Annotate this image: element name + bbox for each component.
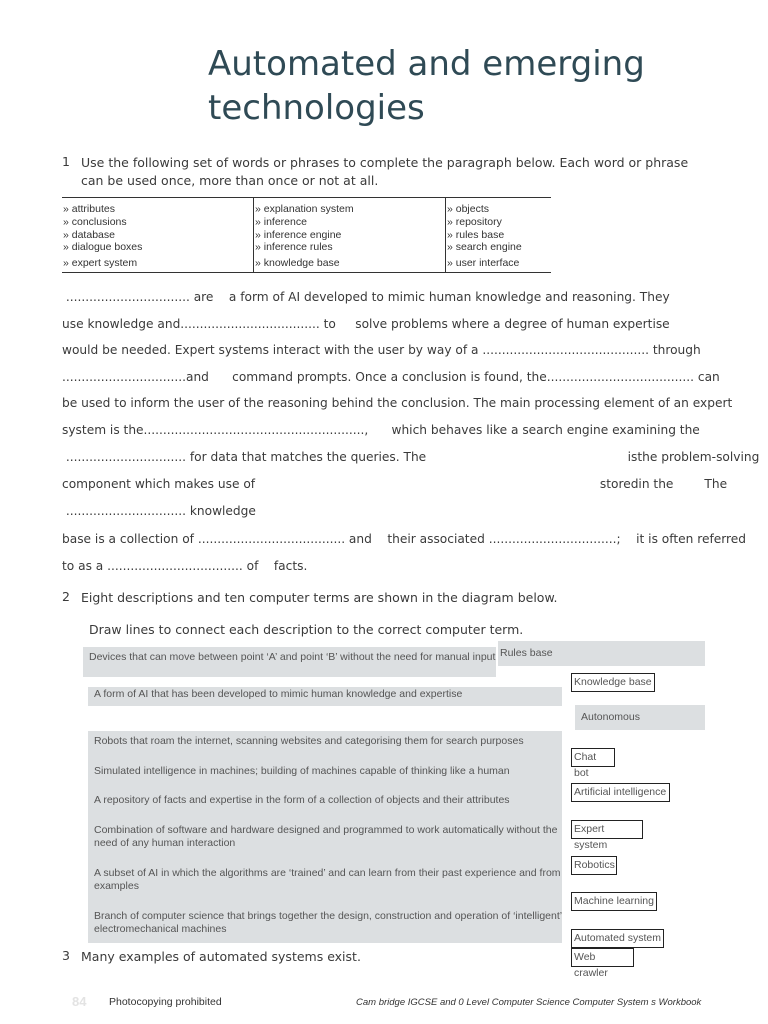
term-web-crawler: Web crawler (571, 948, 634, 967)
term-autonomous: Autonomous (575, 705, 705, 730)
question-3-number: 3 (62, 948, 70, 963)
description-text: Combination of software and hardware designed and programmed to work automatically without the need of any human interaction (94, 824, 558, 849)
page-title: Automated and emerging technologies (208, 44, 645, 128)
paragraph-line: be used to inform the user of the reasoning behind the conclusion. The main processing element of an expert (62, 396, 733, 410)
paragraph-line: use knowledge and.................................... to solve problems where a degree of human expertise (62, 317, 670, 331)
paragraph-line: to as a ................................... of facts. (62, 559, 308, 573)
paragraph-line: ................................and command prompts. Once a conclusion is found, the...................................... can (62, 370, 720, 384)
footer-notice: Photocopying prohibited (109, 996, 222, 1008)
term-knowledge-base: Knowledge base (571, 673, 655, 692)
paragraph-line: ............................... for data that matches the queries. The isthe problem-solving (62, 450, 760, 464)
description-text: A repository of facts and expertise in the form of a collection of objects and their attributes (94, 794, 510, 806)
paragraph-line: component which makes use of storedin the The (62, 477, 728, 491)
question-2-number: 2 (62, 589, 70, 604)
question-1-text: Use the following set of words or phrases to complete the paragraph below. Each word or phrase can be used once, more than once or not at all. (81, 155, 689, 188)
paragraph-line: would be needed. Expert systems interact with the user by way of a ........................................... through (62, 343, 701, 357)
paragraph-line: ................................ are a form of AI developed to mimic human knowledge and reasoning. They (62, 290, 670, 304)
word-bank-cell: » objects » repository » rules base » search engine » user interface (447, 203, 522, 270)
paragraph-line: base is a collection of ...................................... and their associated .................................; it is often referred (62, 532, 747, 546)
description-text: Simulated intelligence in machines; building of machines capable of thinking like a human (94, 765, 510, 777)
word-bank-cell: » attributes » conclusions » database » dialogue boxes » expert system (62, 198, 254, 273)
description-text: Branch of computer science that brings together the design, construction and operation of ‘intelligent’ electromechanical machines (94, 910, 562, 935)
term-expert-system: Expert system (571, 820, 643, 839)
description-box: A form of AI that has been developed to mimic human knowledge and expertise (88, 687, 562, 706)
word-bank-table (62, 197, 551, 273)
question-2-text: Eight descriptions and ten computer terms are shown in the diagram below. (81, 590, 558, 605)
term-robotics: Robotics (571, 856, 617, 875)
term-automated-system: Automated system (571, 929, 664, 948)
paragraph-line: ............................... knowledge (62, 504, 256, 518)
description-text: A subset of AI in which the algorithms are ‘trained’ and can learn from their past experience and from examples (94, 867, 561, 892)
term-machine-learning: Machine learning (571, 892, 657, 911)
word-bank-row (62, 198, 551, 273)
paragraph-line: system is the........................................................., which behaves like a search engine examining the (62, 423, 700, 437)
page-number: 84 (72, 994, 87, 1009)
term-artificial-intelligence: Artificial intelligence (571, 783, 670, 802)
footer-book-title: Cam bridge IGCSE and 0 Level Computer Science Computer System s Workbook (356, 997, 702, 1008)
term-rules-base: Rules base (498, 641, 705, 666)
question-1-number: 1 (62, 154, 70, 169)
term-chat-bot: Chat bot (571, 748, 615, 767)
question-3-text: Many examples of automated systems exist. (81, 949, 361, 964)
description-text: Robots that roam the internet, scanning websites and categorising them for search purposes (94, 735, 524, 747)
description-box: Devices that can move between point ‘A’ and point ‘B’ without the need for manual input (83, 647, 496, 677)
word-bank-cell: » explanation system » inference » inference engine » inference rules » knowledge base (254, 198, 446, 273)
question-2-instruction: Draw lines to connect each description to the correct computer term. (89, 622, 524, 637)
